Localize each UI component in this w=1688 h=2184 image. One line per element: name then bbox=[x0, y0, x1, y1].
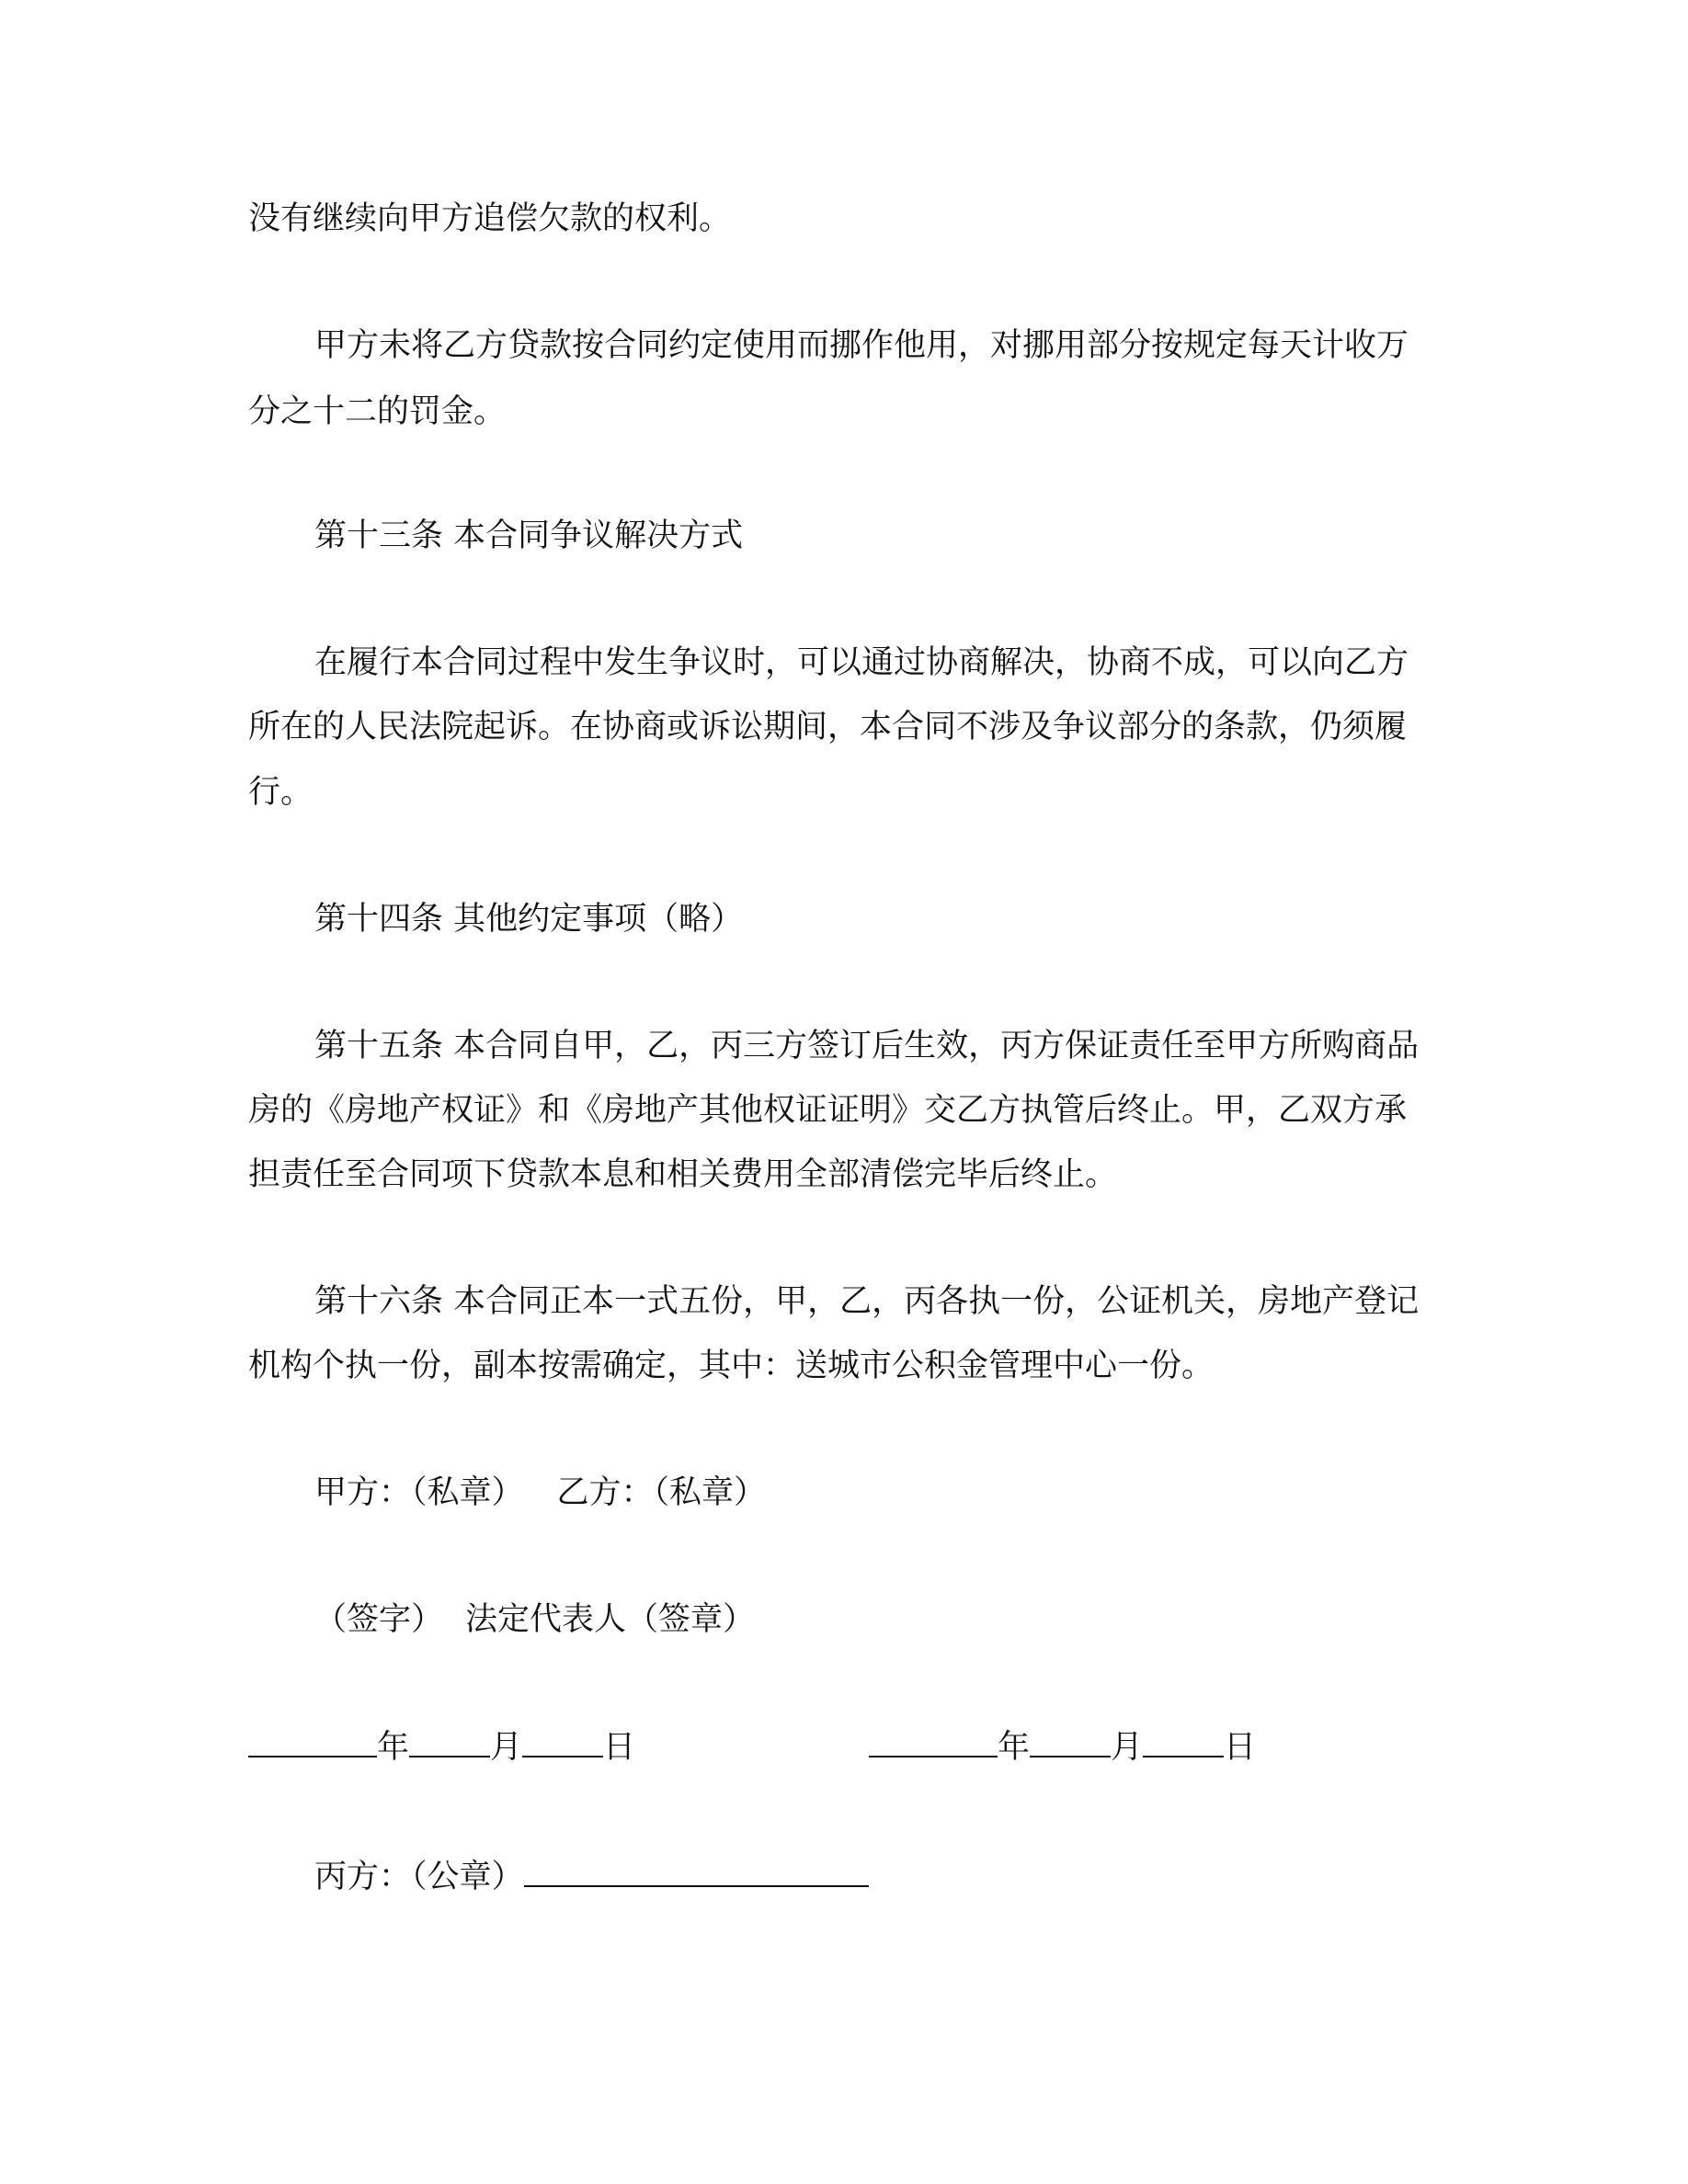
day-label: 日 bbox=[1224, 1729, 1257, 1766]
party-signatures-line bbox=[314, 1474, 766, 1511]
para-1-line-2: 分之十二的罚金。 bbox=[248, 393, 507, 430]
para-6-line-2: 机构个执一份，副本按需确定，其中：送城市公积金管理中心一份。 bbox=[248, 1348, 1215, 1384]
date-line-right bbox=[869, 1728, 1256, 1766]
sign-line bbox=[314, 1601, 755, 1638]
sign-label: （签字） bbox=[314, 1601, 444, 1638]
legal-rep-label: 法定代表人（签章） bbox=[465, 1601, 756, 1638]
article-13-heading: 第十三条 本合同争议解决方式 bbox=[314, 518, 744, 554]
day-blank bbox=[522, 1728, 603, 1757]
day-blank bbox=[1143, 1728, 1224, 1757]
article-14-heading: 第十四条 其他约定事项（略） bbox=[314, 901, 744, 938]
para-5-line-2: 房的《房地产权证》和《房地产其他权证证明》交乙方执管后终止。甲，乙双方承 bbox=[248, 1092, 1408, 1129]
party-a-label: 甲方：（私章） bbox=[314, 1474, 524, 1511]
para-3-line-3: 行。 bbox=[248, 774, 314, 811]
party-b-label: 乙方：（私章） bbox=[556, 1474, 767, 1511]
party-c-line bbox=[314, 1858, 869, 1895]
month-label: 月 bbox=[1111, 1729, 1144, 1766]
party-c-label: 丙方：（公章） bbox=[314, 1859, 524, 1895]
para-1-line-1: 甲方未将乙方贷款按合同约定使用而挪作他用，对挪用部分按规定每天计收万 bbox=[314, 327, 1409, 364]
para-3-line-1: 在履行本合同过程中发生争议时，可以通过协商解决，协商不成，可以向乙方 bbox=[314, 644, 1409, 681]
month-label: 月 bbox=[490, 1729, 523, 1766]
party-c-blank bbox=[524, 1858, 869, 1887]
month-blank bbox=[409, 1728, 490, 1757]
para-6-line-1: 第十六条 本合同正本一式五份，甲，乙，丙各执一份，公证机关，房地产登记 bbox=[314, 1283, 1420, 1320]
month-blank bbox=[1030, 1728, 1111, 1757]
para-3-line-2: 所在的人民法院起诉。在协商或诉讼期间，本合同不涉及争议部分的条款，仍须履 bbox=[248, 709, 1408, 745]
para-5-line-3: 担责任至合同项下贷款本息和相关费用全部清偿完毕后终止。 bbox=[248, 1156, 1118, 1193]
day-label: 日 bbox=[603, 1729, 636, 1766]
year-blank bbox=[248, 1728, 377, 1757]
year-label: 年 bbox=[377, 1729, 410, 1766]
date-line-left bbox=[248, 1728, 635, 1766]
year-blank bbox=[869, 1728, 998, 1757]
para-0-line-1: 没有继续向甲方追偿欠款的权利。 bbox=[248, 200, 732, 237]
year-label: 年 bbox=[998, 1729, 1031, 1766]
para-5-line-1: 第十五条 本合同自甲，乙，丙三方签订后生效，丙方保证责任至甲方所购商品 bbox=[314, 1028, 1420, 1064]
